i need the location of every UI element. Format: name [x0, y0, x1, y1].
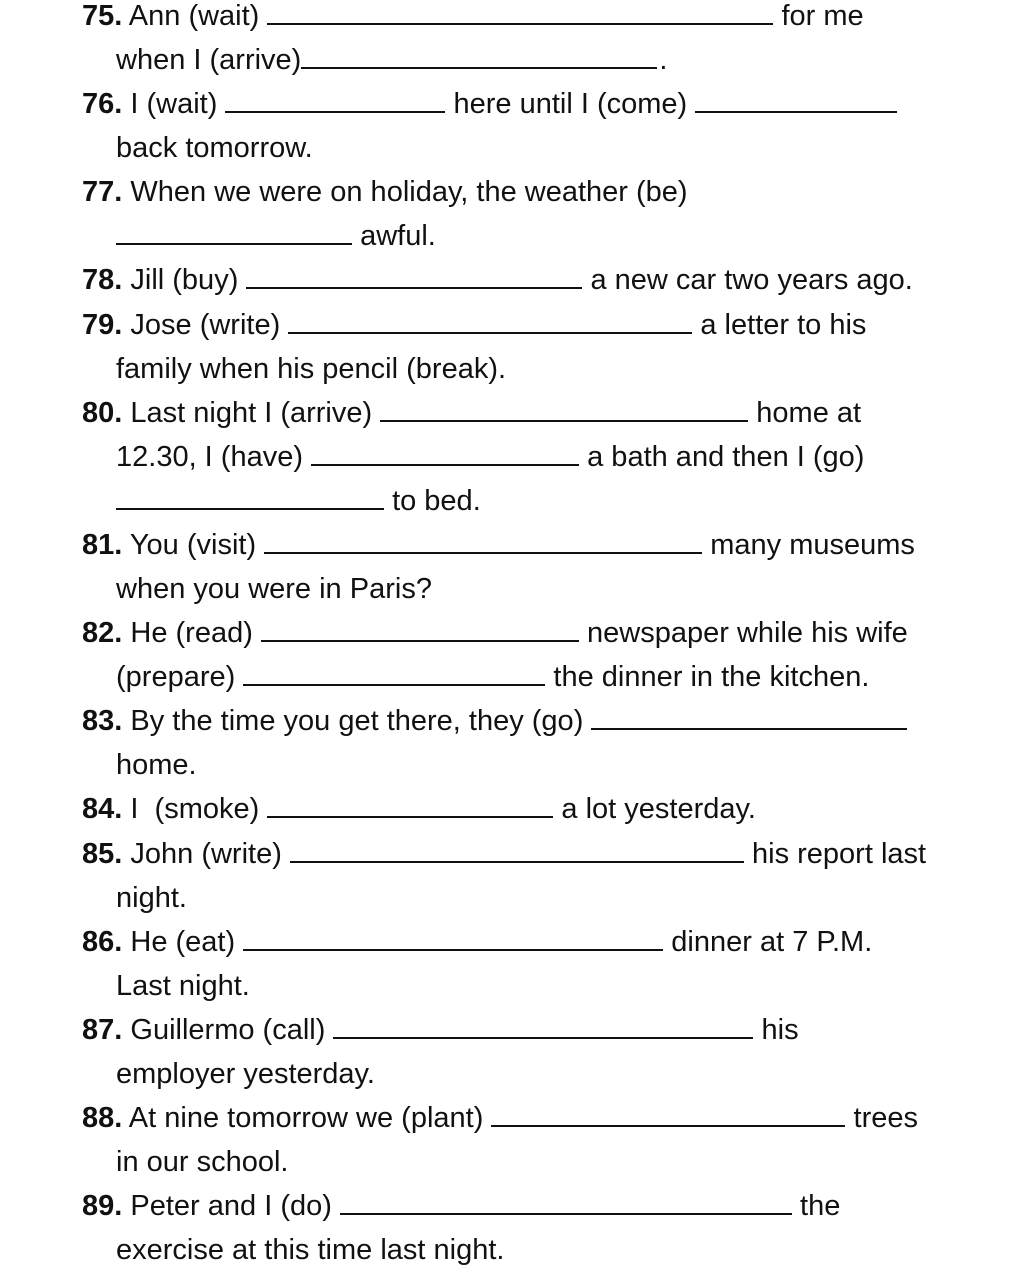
exercise-number: 78. — [82, 264, 123, 296]
exercise-85-line-1 — [82, 834, 926, 874]
exercise-text: By the time you get there, they (go) — [130, 705, 584, 737]
answer-blank[interactable] — [290, 837, 744, 863]
exercise-number: 86. — [82, 926, 123, 958]
exercise-text: back tomorrow. — [116, 132, 313, 164]
exercise-text: the — [800, 1190, 841, 1222]
exercise-number: 88. — [82, 1102, 123, 1134]
answer-blank[interactable] — [340, 1189, 792, 1215]
exercise-text: . — [659, 44, 668, 76]
exercise-76-line-2 — [116, 128, 313, 168]
answer-blank[interactable] — [246, 263, 582, 289]
exercise-number: 85. — [82, 838, 123, 870]
exercise-number: 81. — [82, 529, 123, 561]
exercise-number: 80. — [82, 397, 123, 429]
exercise-text: You (visit) — [129, 529, 257, 561]
exercise-78-line-1 — [82, 260, 913, 300]
answer-blank[interactable] — [267, 792, 553, 818]
exercise-text: Guillermo (call) — [130, 1014, 326, 1046]
exercise-80-line-2 — [116, 437, 864, 477]
answer-blank[interactable] — [116, 219, 352, 245]
answer-blank[interactable] — [243, 925, 663, 951]
exercise-79-line-1 — [82, 305, 866, 345]
answer-blank[interactable] — [311, 440, 579, 466]
exercise-text: awful. — [360, 220, 436, 252]
exercise-text: night. — [116, 882, 187, 914]
exercise-text: his report last — [752, 838, 927, 870]
exercise-number: 76. — [82, 88, 123, 120]
exercise-text: Last night. — [116, 970, 250, 1002]
exercise-text: his — [761, 1014, 799, 1046]
exercise-number: 82. — [82, 617, 123, 649]
exercise-text: for me — [781, 0, 864, 32]
exercise-text: 12.30, I (have) — [116, 441, 303, 473]
exercise-text: exercise at this time last night. — [116, 1234, 505, 1266]
exercise-text: Ann (wait) — [128, 0, 260, 32]
exercise-88-line-2 — [116, 1142, 289, 1182]
exercise-number: 75. — [82, 0, 123, 32]
exercise-80-line-1 — [82, 393, 861, 433]
exercise-text: home at — [756, 397, 862, 429]
answer-blank[interactable] — [380, 396, 748, 422]
exercise-81-line-2 — [116, 569, 432, 609]
exercise-text: I (smoke) — [130, 793, 260, 825]
exercise-85-line-2 — [116, 878, 187, 918]
exercise-text: Last night I (arrive) — [130, 397, 373, 429]
answer-blank[interactable] — [333, 1013, 753, 1039]
exercise-number: 83. — [82, 705, 123, 737]
exercise-text: the dinner in the kitchen. — [553, 661, 870, 693]
exercise-79-line-2 — [116, 349, 506, 389]
exercise-text: in our school. — [116, 1146, 289, 1178]
exercise-80-line-3 — [116, 481, 481, 521]
exercise-86-line-2 — [116, 966, 250, 1006]
exercise-text: a new car two years ago. — [590, 264, 913, 296]
exercise-75-line-1 — [82, 0, 864, 36]
exercise-81-line-1 — [82, 525, 915, 565]
exercise-83-line-2 — [116, 745, 197, 785]
exercise-text: He (read) — [130, 617, 253, 649]
answer-blank[interactable] — [695, 87, 897, 113]
exercise-text: when I (arrive) — [116, 44, 302, 76]
exercise-77-line-1 — [82, 172, 688, 212]
exercise-76-line-1 — [82, 84, 897, 124]
exercise-77-line-2 — [116, 216, 436, 256]
answer-blank[interactable] — [591, 704, 907, 730]
exercise-number: 87. — [82, 1014, 123, 1046]
exercise-86-line-1 — [82, 922, 872, 962]
answer-blank[interactable] — [267, 0, 773, 25]
exercise-text: here until I (come) — [453, 88, 688, 120]
answer-blank[interactable] — [116, 484, 384, 510]
exercise-text: when you were in Paris? — [116, 573, 432, 605]
exercise-75-line-2 — [116, 40, 667, 80]
exercise-text: family when his pencil (break). — [116, 353, 507, 385]
exercise-number: 77. — [82, 176, 123, 208]
answer-blank[interactable] — [243, 660, 545, 686]
exercise-text: to bed. — [392, 485, 481, 517]
exercise-text: Jill (buy) — [130, 264, 239, 296]
answer-blank[interactable] — [225, 87, 445, 113]
exercise-text: a lot yesterday. — [561, 793, 756, 825]
exercise-83-line-1 — [82, 701, 907, 741]
exercise-text: When we were on holiday, the weather (be) — [130, 176, 688, 208]
exercise-text: John (write) — [130, 838, 282, 870]
exercise-text: newspaper while his wife — [587, 617, 908, 649]
exercise-89-line-1 — [82, 1186, 840, 1226]
exercise-text: I (wait) — [130, 88, 218, 120]
exercise-number: 89. — [82, 1190, 123, 1222]
exercise-text: He (eat) — [130, 926, 236, 958]
exercise-text: a bath and then I (go) — [587, 441, 865, 473]
exercise-82-line-2 — [116, 657, 869, 697]
exercise-text: Peter and I (do) — [130, 1190, 332, 1222]
exercise-text: home. — [116, 749, 197, 781]
exercise-82-line-1 — [82, 613, 908, 653]
answer-blank[interactable] — [261, 616, 579, 642]
exercise-84-line-1 — [82, 789, 756, 829]
exercise-text: (prepare) — [116, 661, 236, 693]
exercise-text: At nine tomorrow we (plant) — [128, 1102, 484, 1134]
answer-blank[interactable] — [301, 43, 657, 69]
exercise-text: a letter to his — [700, 309, 867, 341]
exercise-88-line-1 — [82, 1098, 918, 1138]
exercise-text: many museums — [710, 529, 915, 561]
answer-blank[interactable] — [288, 308, 692, 334]
exercise-87-line-1 — [82, 1010, 799, 1050]
exercise-text: employer yesterday. — [116, 1058, 375, 1090]
exercise-number: 79. — [82, 309, 123, 341]
answer-blank[interactable] — [491, 1101, 845, 1127]
exercise-87-line-2 — [116, 1054, 375, 1094]
exercise-text: Jose (write) — [130, 309, 281, 341]
exercise-text: trees — [853, 1102, 918, 1134]
exercise-number: 84. — [82, 793, 123, 825]
exercise-text: dinner at 7 P.M. — [671, 926, 873, 958]
answer-blank[interactable] — [264, 528, 702, 554]
exercise-89-line-2 — [116, 1230, 504, 1270]
